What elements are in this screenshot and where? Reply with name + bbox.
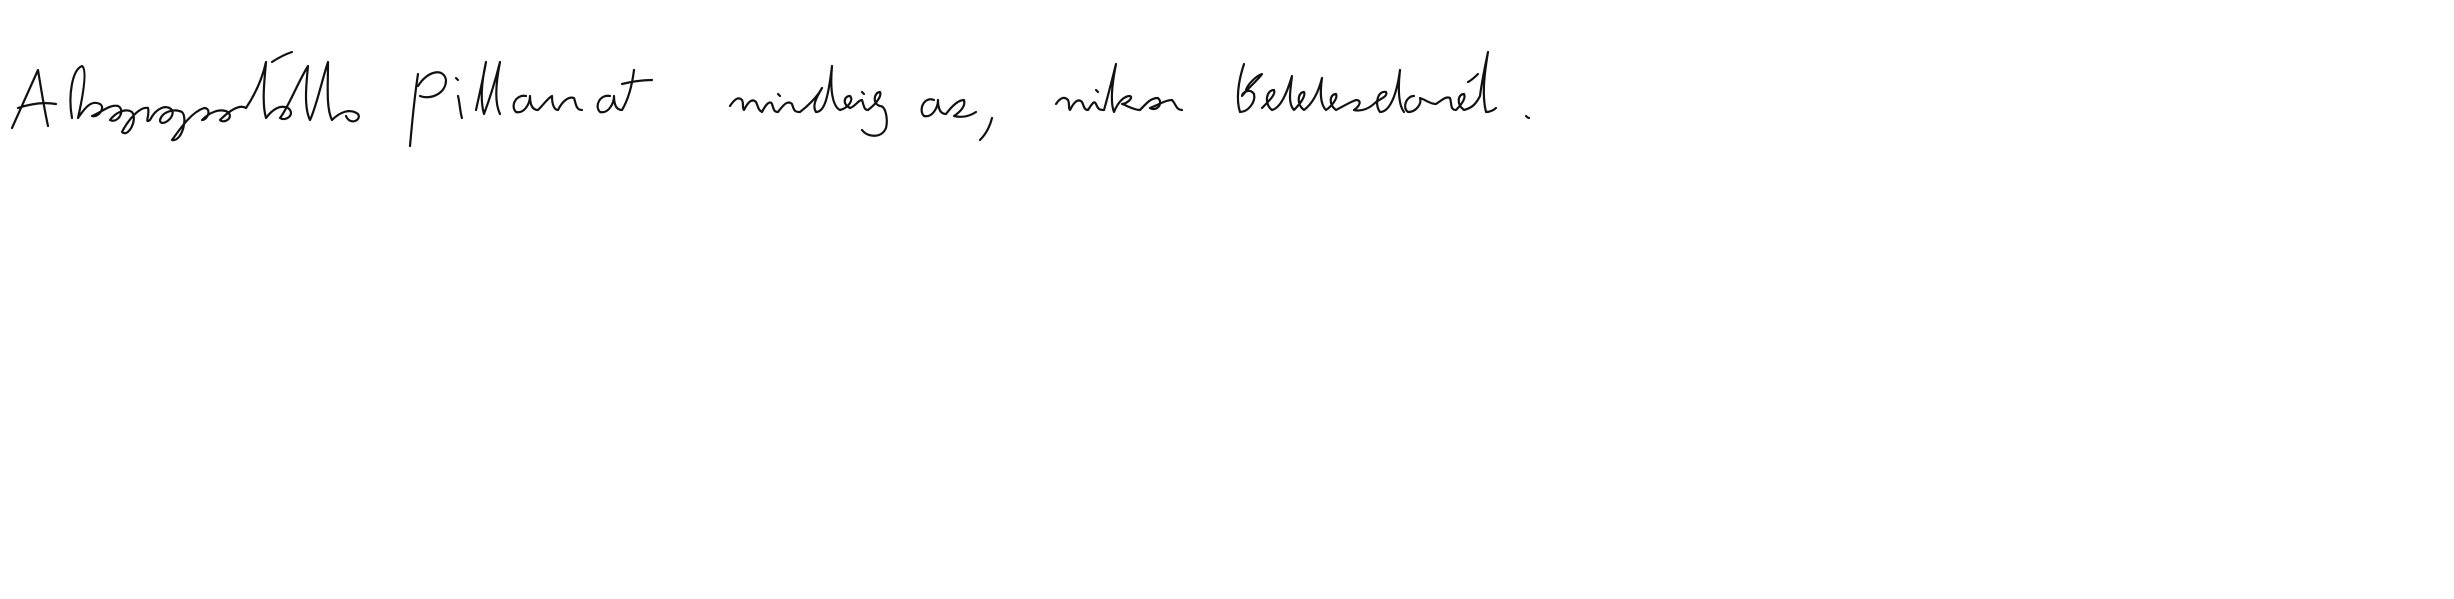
handwritten-sentence-text <box>10 40 2444 150</box>
